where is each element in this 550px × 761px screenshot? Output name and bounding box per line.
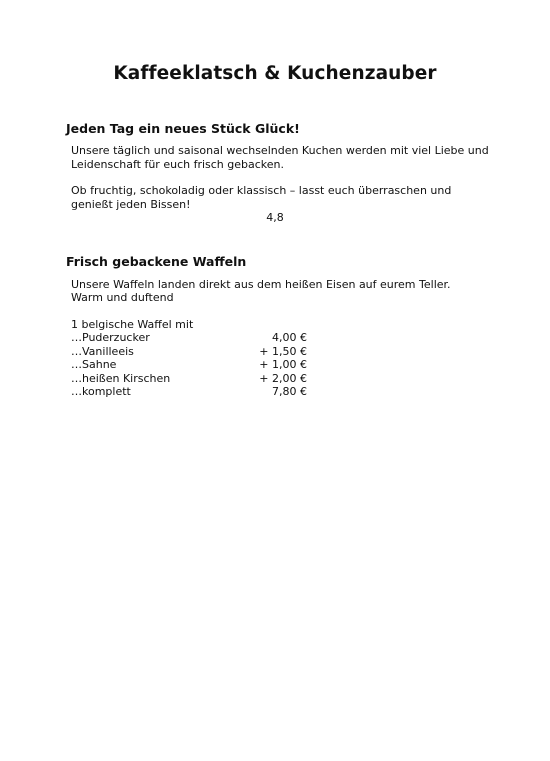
waffles-intro-paragraph: Unsere Waffeln landen direkt aus dem heißen Eisen auf eurem Teller. [71,278,451,291]
price-row [71,345,307,359]
price-item-label: …heißen Kirschen [71,371,171,385]
price-value: 4,00 € [272,331,307,344]
price-value: + 1,00 € [259,358,307,371]
price-value: + 2,00 € [259,371,307,385]
price-row [71,372,307,386]
price-row [71,385,307,399]
rating-value: 4,8 [266,211,284,224]
price-value: 7,80 € [272,385,307,398]
waffle-price-list [71,331,307,399]
price-item-label: …Puderzucker [71,331,150,344]
cakes-second-paragraph: Ob fruchtig, schokoladig oder klassisch – lasst euch überraschen und genießt jeden Bissen! [71,184,452,211]
price-row [71,358,307,372]
page-title: Kaffeeklatsch & Kuchenzauber [113,63,437,84]
price-item-label: …Sahne [71,358,117,371]
price-item-label: …Vanilleeis [71,344,134,358]
price-item-label: …komplett [71,385,131,398]
section-heading-waffles: Frisch gebackene Waffeln [66,254,247,269]
price-row [71,331,307,345]
cakes-intro-paragraph: Unsere täglich und saisonal wechselnden Kuchen werden mit viel Liebe und Leidenschaft für euch frisch gebacken. [71,144,489,171]
section-heading-cakes: Jeden Tag ein neues Stück Glück! [66,121,300,136]
waffles-tagline: Warm und duftend [71,291,174,304]
price-value: + 1,50 € [259,344,307,358]
waffle-base-item: 1 belgische Waffel mit [71,318,194,331]
